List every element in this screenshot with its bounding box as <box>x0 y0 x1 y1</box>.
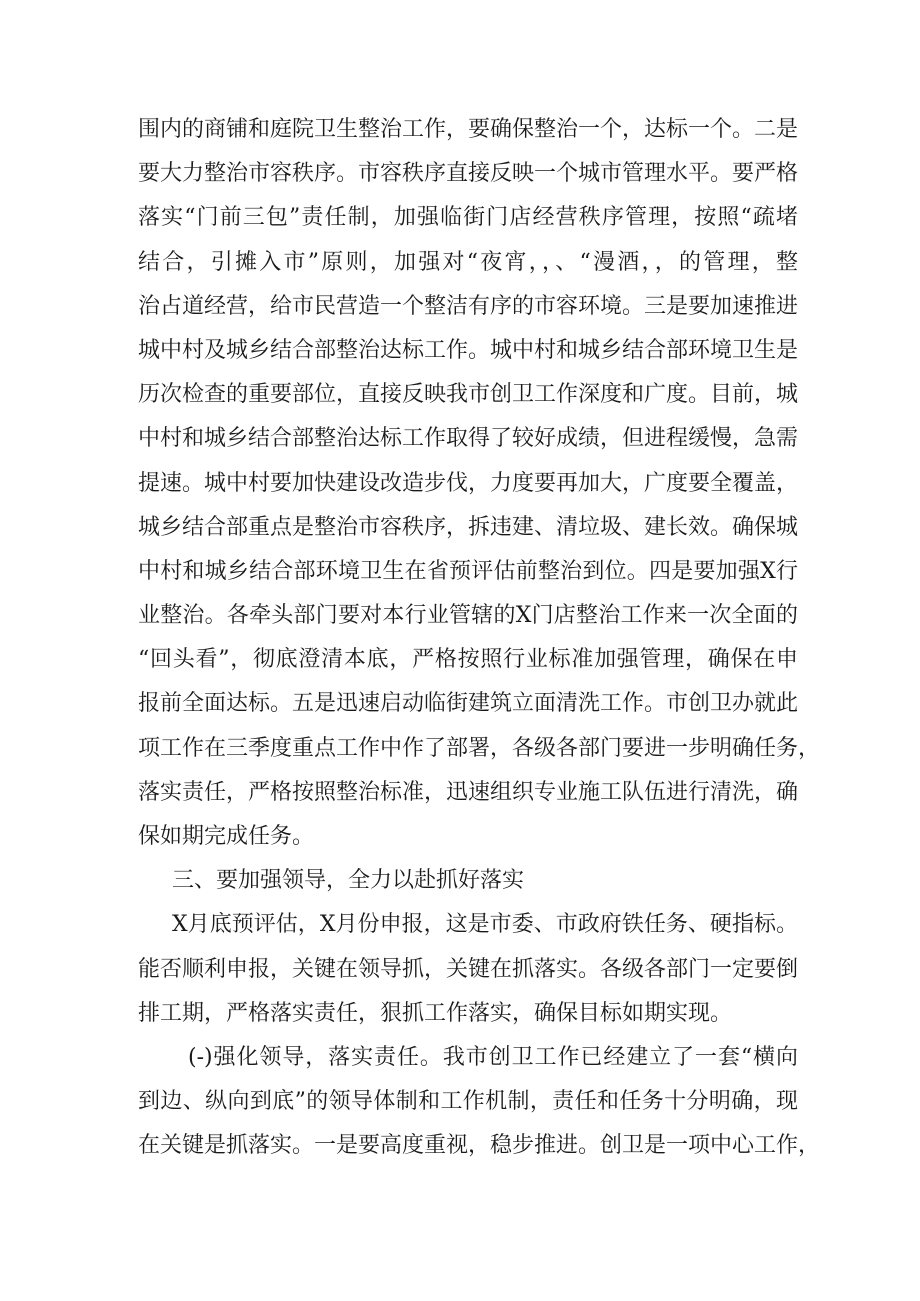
text-line: 治占道经营，给市民营造一个整洁有序的市容环境。三是要加速推进 <box>138 293 799 319</box>
body-text <box>138 108 821 1169</box>
text-line: 能否顺利申报，关键在领导抓，关键在抓落实。各级各部门一定要倒 <box>138 956 799 982</box>
text-line: 中村和城乡结合部环境卫生在省预评估前整治到位。四是要加强X行 <box>138 558 798 584</box>
text-line: 要大力整治市容秩序。市容秩序直接反映一个城市管理水平。要严格 <box>138 161 799 187</box>
text-line: 项工作在三季度重点工作中作了部署，各级各部门要进一步明确任务， <box>138 735 821 761</box>
text-line: 结合，引摊入市”原则，加强对“夜宵，，、“漫酒，，的管理，整 <box>138 249 798 275</box>
text-line: 业整治。各牵头部门要对本行业管辖的X门店整治工作来一次全面的 <box>138 603 798 629</box>
text-line: X月底预评估，X月份申报，这是市委、市政府铁任务、硬指标。 <box>172 912 798 938</box>
text-line: 在关键是抓落实。一是要高度重视，稳步推进。创卫是一项中心工作， <box>138 1133 821 1159</box>
section-heading: 三、要加强领导，全力以赴抓好落实 <box>172 868 525 894</box>
text-line: 中村和城乡结合部整治达标工作取得了较好成绩，但进程缓慢，急需 <box>138 426 799 452</box>
text-line: “回头看”，彻底澄清本底，严格按照行业标准加强管理，确保在申 <box>138 647 798 673</box>
text-line: 报前全面达标。五是迅速启动临街建筑立面清洗工作。市创卫办就此 <box>138 691 799 717</box>
text-line: 围内的商铺和庭院卫生整治工作，要确保整治一个，达标一个。二是 <box>138 117 799 142</box>
text-line: 保如期完成任务。 <box>138 824 315 849</box>
subsection-heading-line: (-)强化领导，落实责任。我市创卫工作已经建立了一套“横向 <box>188 1044 798 1070</box>
text-line: 落实“门前三包”责任制，加强临街门店经营秩序管理，按照“疏堵 <box>138 205 798 231</box>
text-line: 历次检查的重要部位，直接反映我市创卫工作深度和广度。目前，城 <box>138 382 799 408</box>
text-line: 落实责任，严格按照整治标准，迅速组织专业施工队伍进行清洗，确 <box>138 779 799 805</box>
text-line: 城乡结合部重点是整治市容秩序，拆违建、清垃圾、建长效。确保城 <box>138 514 799 540</box>
text-line: 到边、纵向到底”的领导体制和工作机制，责任和任务十分明确，现 <box>138 1089 798 1115</box>
text-line: 排工期，严格落实责任，狠抓工作落实，确保目标如期实现。 <box>138 1000 733 1026</box>
text-line: 提速。城中村要加快建设改造步伐，力度要再加大，广度要全覆盖， <box>138 470 799 496</box>
text-line: 城中村及城乡结合部整治达标工作。城中村和城乡结合部环境卫生是 <box>138 337 799 363</box>
